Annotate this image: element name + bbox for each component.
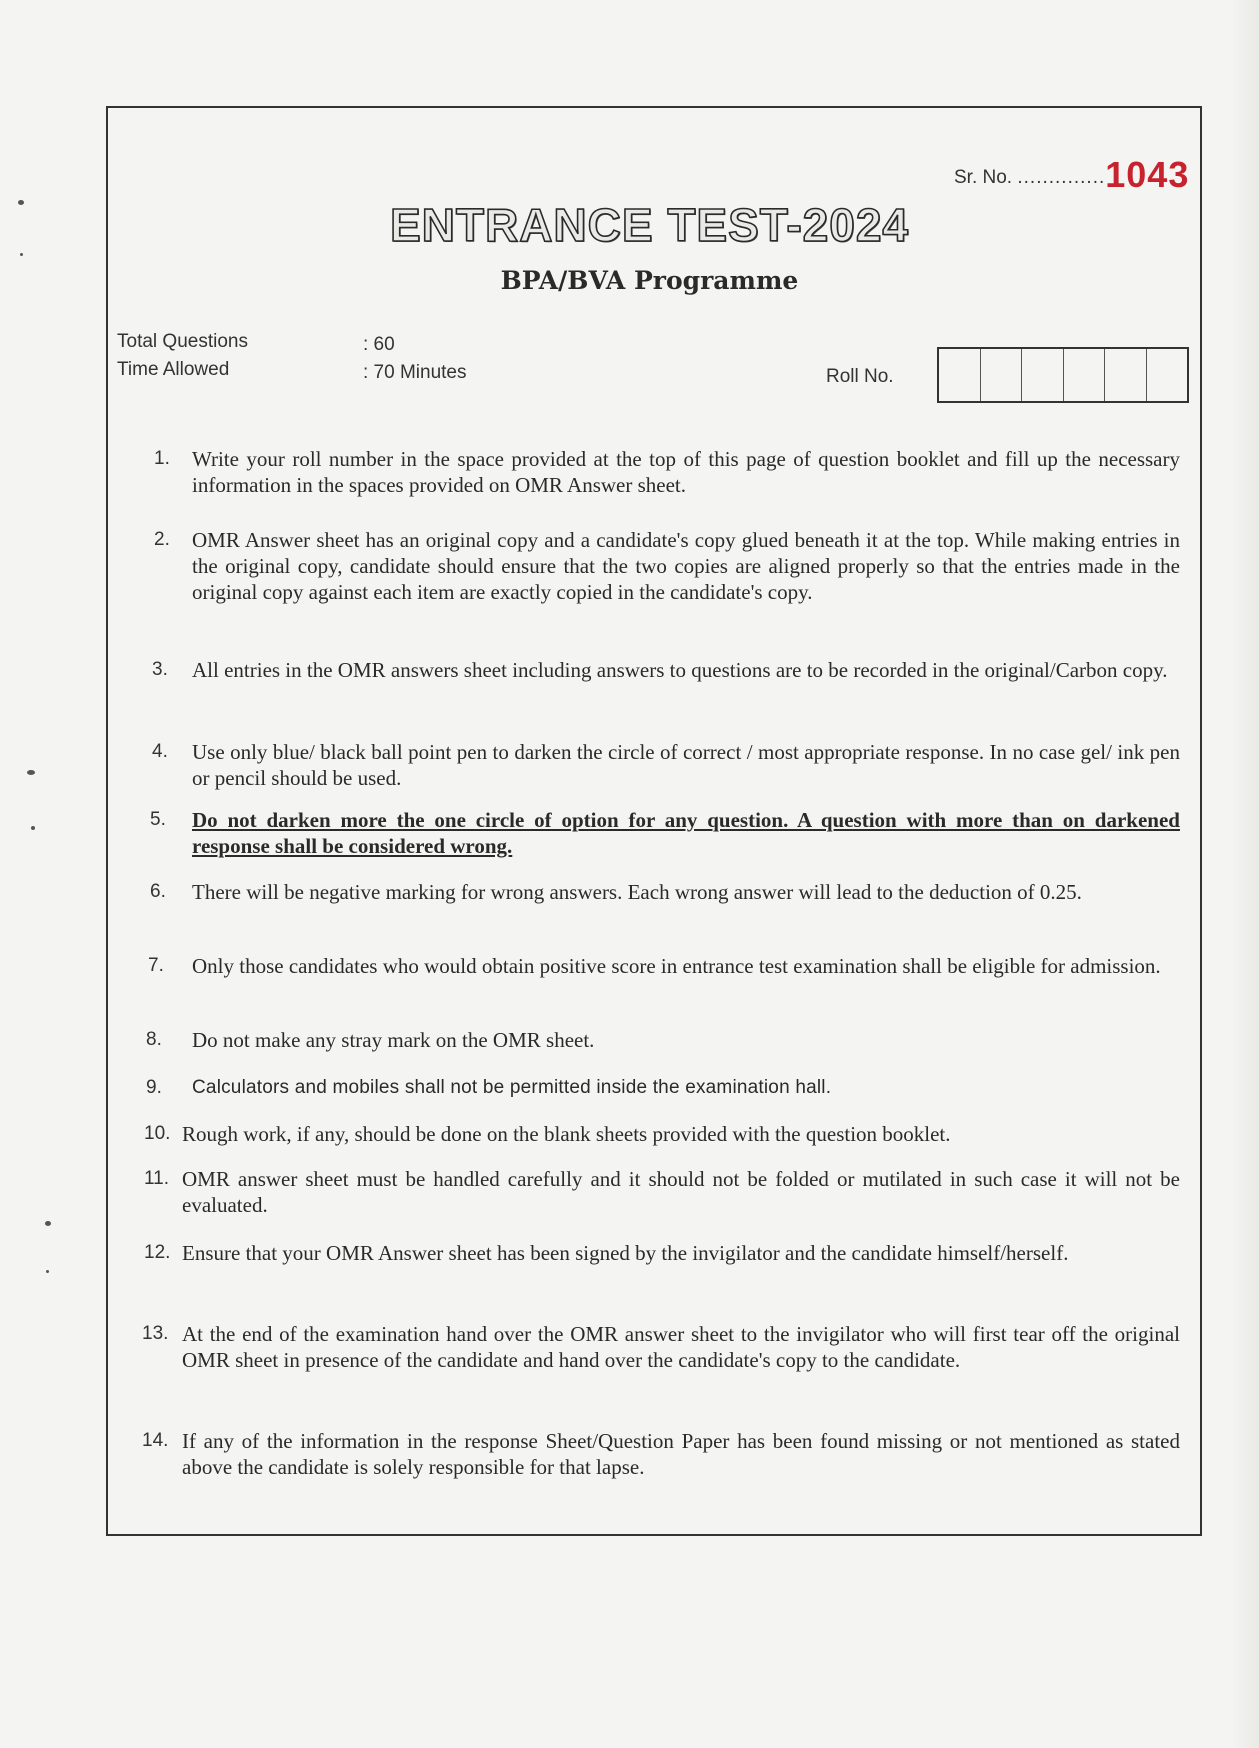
instruction-number: 7. <box>148 955 164 976</box>
time-allowed-value: : 70 Minutes <box>363 362 467 383</box>
instruction-text: All entries in the OMR answers sheet including answers to questions are to be recorded in the original/Carbon copy. <box>192 658 1168 682</box>
instruction-text: Calculators and mobiles shall not be permitted inside the examination hall. <box>192 1077 832 1098</box>
instruction-item <box>140 1027 1180 1053</box>
instruction-text: Do not darken more the one circle of option for any question. A question with more than on darkened response shall be considered wrong. <box>192 808 1180 858</box>
instruction-item <box>140 1428 1180 1480</box>
instruction-number: 1. <box>154 448 170 469</box>
instruction-number: 5. <box>150 809 166 830</box>
instruction-number: 4. <box>152 741 168 762</box>
instruction-item <box>140 1321 1180 1373</box>
scan-dot <box>27 770 35 775</box>
instruction-item <box>140 953 1180 979</box>
serial-number-dots: .............. <box>1017 167 1106 188</box>
time-allowed-label: Time Allowed <box>117 359 230 380</box>
page-title: ENTRANCE TEST-2024 <box>389 199 909 251</box>
instruction-item <box>140 1075 1180 1101</box>
roll-number-box[interactable] <box>1147 349 1188 401</box>
instruction-text: There will be negative marking for wrong answers. Each wrong answer will lead to the deduction of 0.25. <box>192 880 1082 904</box>
scan-dot <box>45 1221 51 1226</box>
programme-subtitle: BPA/BVA Programme <box>500 266 799 295</box>
instruction-number: 13. <box>142 1323 169 1344</box>
roll-number-box[interactable] <box>1105 349 1147 401</box>
scan-dot <box>20 253 23 256</box>
instruction-item <box>140 1240 1180 1266</box>
instruction-number: 11. <box>144 1168 170 1189</box>
scan-dot <box>46 1270 49 1273</box>
instruction-item <box>140 739 1180 791</box>
instruction-text: If any of the information in the response Sheet/Question Paper has been found missing or not mentioned as stated above the candidate is solely responsible for that lapse. <box>182 1429 1180 1479</box>
total-questions-value: : 60 <box>363 334 395 355</box>
instruction-item-emphasized <box>140 807 1180 859</box>
instruction-item <box>140 657 1180 683</box>
roll-number-label: Roll No. <box>826 366 894 387</box>
serial-number-value: 1043 <box>1105 154 1190 195</box>
roll-number-box[interactable] <box>981 349 1023 401</box>
instruction-text: At the end of the examination hand over the OMR answer sheet to the invigilator who will first tear off the original OMR sheet in presence of the candidate and hand over the candidate's copy to the candidate. <box>182 1322 1180 1372</box>
roll-number-boxes[interactable] <box>937 347 1189 403</box>
instruction-number: 2. <box>154 529 170 550</box>
scan-edge <box>1231 0 1259 1748</box>
roll-number-box[interactable] <box>1022 349 1064 401</box>
instruction-text: OMR Answer sheet has an original copy and a candidate's copy glued beneath it at the top. While making entries in the original copy, candidate should ensure that the two copies are aligned properly so that the entries made in the original copy against each item are exactly copied in the candidate's copy. <box>192 528 1180 604</box>
instruction-number: 9. <box>146 1077 162 1098</box>
instruction-number: 3. <box>152 659 168 680</box>
serial-number <box>954 150 1190 195</box>
roll-number-box[interactable] <box>939 349 981 401</box>
instruction-item <box>140 879 1180 905</box>
roll-number-box[interactable] <box>1064 349 1106 401</box>
instruction-number: 8. <box>146 1029 162 1050</box>
instruction-number: 12. <box>144 1242 171 1263</box>
scan-dot <box>31 826 35 830</box>
instruction-item <box>140 446 1180 498</box>
instruction-item <box>140 1121 1180 1147</box>
instruction-item <box>140 1166 1180 1218</box>
instruction-text: Rough work, if any, should be done on the blank sheets provided with the question booklet. <box>182 1122 951 1146</box>
instruction-text: Write your roll number in the space provided at the top of this page of question booklet and fill up the necessary information in the spaces provided on OMR Answer sheet. <box>192 447 1180 497</box>
instruction-text: Only those candidates who would obtain positive score in entrance test examination shall be eligible for admission. <box>192 954 1161 978</box>
instruction-number: 14. <box>142 1430 169 1451</box>
total-questions-label: Total Questions <box>117 331 248 352</box>
instruction-text: Use only blue/ black ball point pen to darken the circle of correct / most appropriate response. In no case gel/ ink pen or pencil should be used. <box>192 740 1180 790</box>
instruction-number: 10. <box>144 1123 171 1144</box>
serial-number-label: Sr. No. <box>954 167 1013 188</box>
instruction-text: OMR answer sheet must be handled carefully and it should not be folded or mutilated in such case it will not be evaluated. <box>182 1167 1180 1217</box>
instruction-text: Ensure that your OMR Answer sheet has been signed by the invigilator and the candidate himself/herself. <box>182 1241 1069 1265</box>
instruction-text: Do not make any stray mark on the OMR sheet. <box>192 1028 595 1052</box>
instruction-number: 6. <box>150 881 166 902</box>
instruction-item <box>140 527 1180 605</box>
